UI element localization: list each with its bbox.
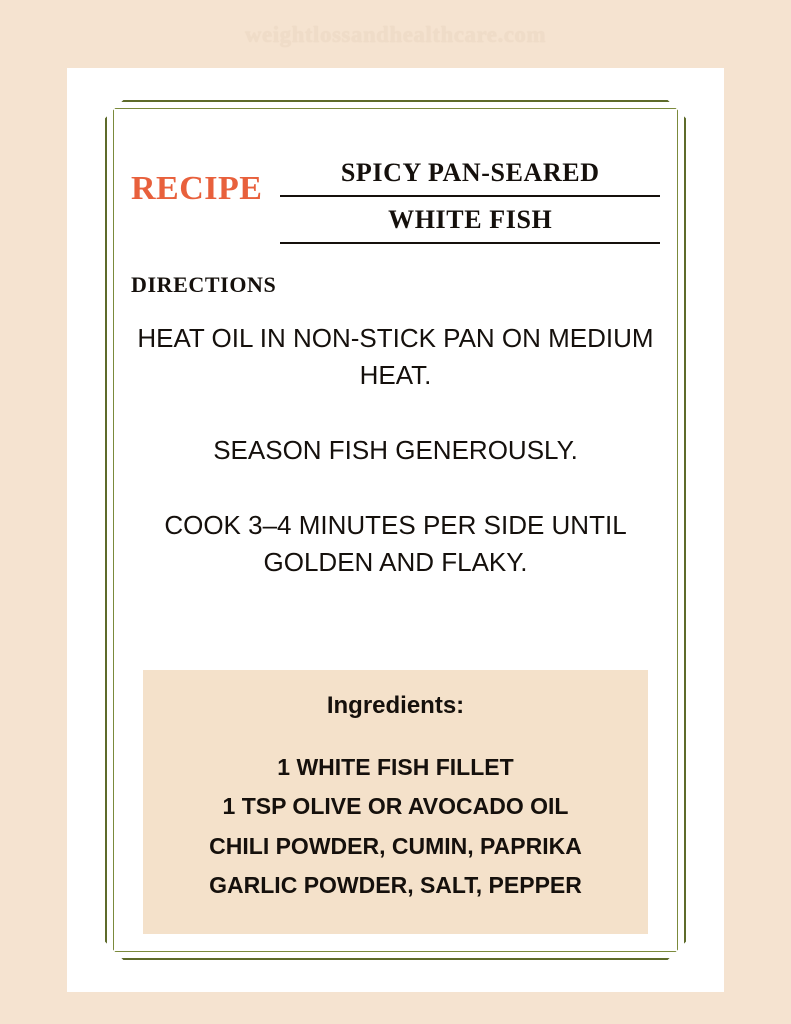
ingredient-item: CHILI POWDER, CUMIN, PAPRIKA xyxy=(209,832,582,859)
directions-steps xyxy=(131,320,660,581)
recipe-title-line-2: WHITE FISH xyxy=(280,205,660,244)
direction-step: HEAT OIL IN NON-STICK PAN ON MEDIUM HEAT. xyxy=(137,323,654,390)
recipe-card xyxy=(67,68,724,992)
ingredient-item: GARLIC POWDER, SALT, PEPPER xyxy=(209,872,582,899)
recipe-label: RECIPE xyxy=(131,170,263,207)
recipe-title xyxy=(280,158,660,244)
ingredients-panel xyxy=(143,670,648,934)
recipe-header xyxy=(131,158,660,244)
ingredients-heading: Ingredients: xyxy=(326,691,465,719)
ingredient-item: 1 WHITE FISH FILLET xyxy=(277,753,514,780)
direction-step: SEASON FISH GENEROUSLY. xyxy=(213,434,578,465)
site-watermark: weightlossandhealthcare.com xyxy=(244,22,547,47)
direction-step: COOK 3–4 MINUTES PER SIDE UNTIL GOLDEN AND FLAKY. xyxy=(164,509,627,577)
directions-heading: DIRECTIONS xyxy=(131,272,277,297)
recipe-title-line-1: SPICY PAN-SEARED xyxy=(280,158,660,197)
recipe-content xyxy=(131,152,660,934)
ingredient-item: 1 TSP OLIVE OR AVOCADO OIL xyxy=(222,793,569,820)
